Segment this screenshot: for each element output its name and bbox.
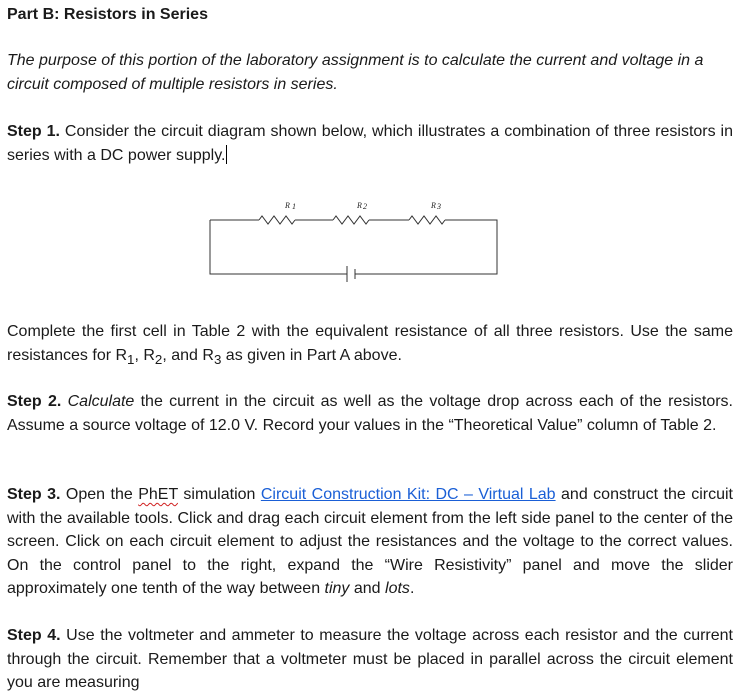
complete-mid-1: , R <box>134 346 155 364</box>
step4-text: Use the voltmeter and ammeter to measure the voltage across each resistor and the current through the circuit. Remember that a voltmeter must be placed in parallel across the circuit element you are measuring <box>7 627 733 691</box>
step3-text-a: Open the <box>65 486 139 503</box>
resistor-r2 <box>333 216 369 224</box>
resistor-label-r2: R <box>357 201 362 210</box>
series-circuit-diagram <box>205 195 505 285</box>
svg-text:3: 3 <box>437 202 441 211</box>
complete-mid-2: , and R <box>162 346 214 364</box>
subscript-3: 3 <box>213 351 222 367</box>
step3-text-b: simulation <box>177 486 261 503</box>
step1-paragraph <box>7 120 733 167</box>
subscript-2: 2 <box>154 351 163 367</box>
complete-text-a: Complete the first cell in Table 2 with the equivalent resistance of all three resistors. Use the same resistances for R <box>7 323 733 364</box>
subscript-1: 1 <box>127 351 135 367</box>
resistor-r1 <box>259 216 295 224</box>
complete-text-b: as given in Part A above. <box>221 346 402 364</box>
resistor-r3 <box>409 216 445 224</box>
step3-em-lots: lots <box>385 580 410 597</box>
resistor-label-r3: R <box>431 201 436 210</box>
svg-text:1: 1 <box>292 202 296 211</box>
svg-text:2: 2 <box>363 202 367 211</box>
step4-paragraph <box>7 624 733 695</box>
step3-em-tiny: tiny <box>324 580 350 597</box>
step3-paragraph <box>7 483 733 601</box>
step3-label: Step 3. <box>7 486 61 503</box>
step3-text-d: and <box>349 580 386 597</box>
step2-emphasis: Calculate <box>67 393 135 410</box>
resistor-label-r1: R <box>285 201 290 210</box>
step3-text-e: . <box>409 580 415 597</box>
section-heading: Part B: Resistors in Series <box>7 6 208 23</box>
step2-label: Step 2. <box>7 393 62 410</box>
step1-text: Consider the circuit diagram shown below, which illustrates a combination of three resistors in series with a DC power supply. <box>7 123 734 164</box>
simulation-link[interactable]: Circuit Construction Kit: DC – Virtual Lab <box>260 486 556 503</box>
step2-text: the current in the circuit as well as the voltage drop across each of the resistors. Assume a source voltage of 12.0 V. Record your values in the “Theoretical Value” column of Table 2. <box>7 393 733 434</box>
step2-paragraph <box>7 390 733 437</box>
text-cursor <box>226 145 227 164</box>
step1-label: Step 1. <box>7 123 60 140</box>
complete-paragraph <box>7 320 733 371</box>
spellcheck-word[interactable]: PhET <box>138 486 178 503</box>
step4-label: Step 4. <box>7 627 61 644</box>
intro-paragraph: The purpose of this portion of the laboratory assignment is to calculate the current and voltage in a circuit composed of multiple resistors in series. <box>7 52 704 93</box>
step3-text-c: and construct the circuit with the available tools. Click and drag each circuit element from the left side panel to the center of the screen. Click on each circuit element to adjust the resistances and the voltage to the correct values. On the control panel to the right, expand the “Wire Resistivity” panel and move the slider approximately one tenth of the way between <box>7 486 733 597</box>
